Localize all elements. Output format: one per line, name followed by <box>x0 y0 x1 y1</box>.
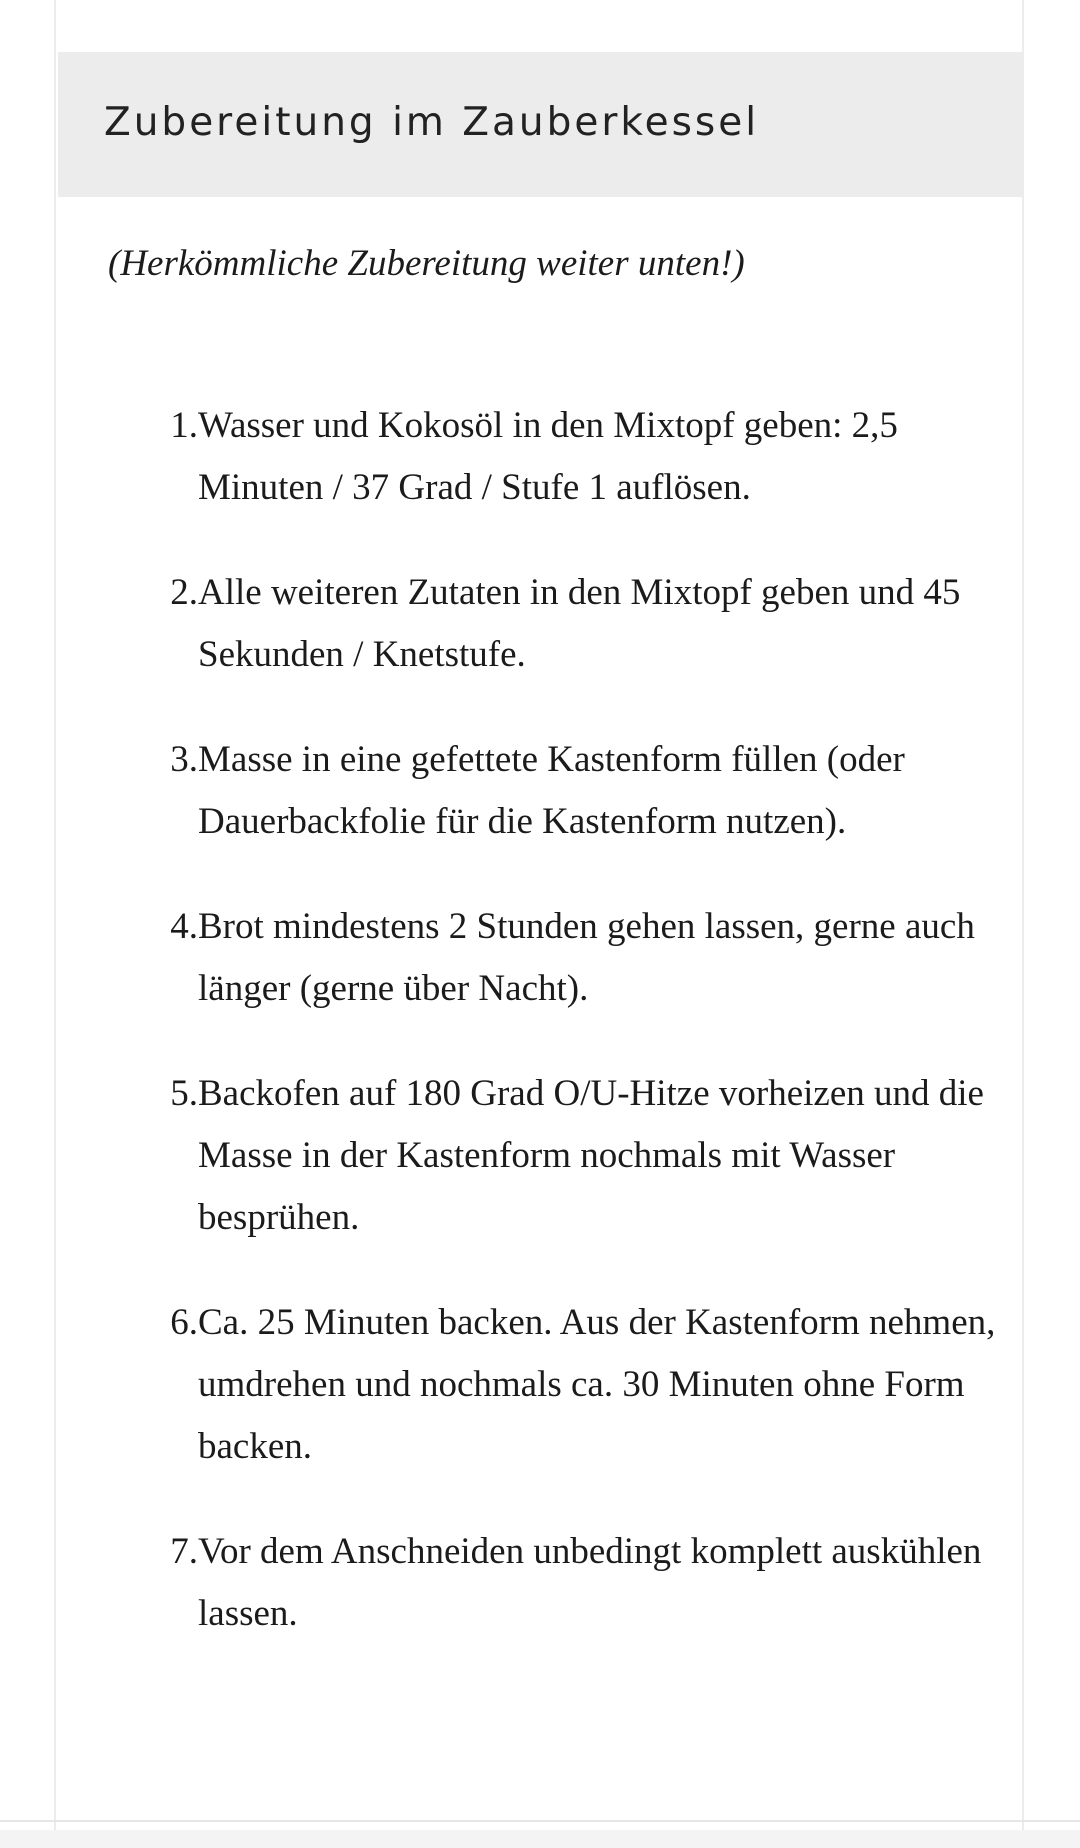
step-item <box>152 562 1022 686</box>
step-item <box>152 395 1022 519</box>
step-text: Masse in eine gefettete Kastenform füllen (oder Dauerbackfolie für die Kastenform nutzen). <box>198 739 905 842</box>
step-number: 1. <box>170 405 198 446</box>
steps-list <box>152 395 1022 1688</box>
preparation-note: (Herkömmliche Zubereitung weiter unten!) <box>108 243 745 284</box>
step-text: Alle weiteren Zutaten in den Mixtopf geben und 45 Sekunden / Knetstufe. <box>198 572 961 675</box>
step-text: Brot mindestens 2 Stunden gehen lassen, gerne auch länger (gerne über Nacht). <box>198 906 975 1009</box>
step-number: 5. <box>170 1073 198 1114</box>
step-number: 2. <box>170 572 198 613</box>
step-item <box>152 1521 1022 1645</box>
step-item <box>152 729 1022 853</box>
step-number: 4. <box>170 906 198 947</box>
recipe-card <box>54 0 1024 1848</box>
step-text: Wasser und Kokosöl in den Mixtopf geben: 2,5 Minuten / 37 Grad / Stufe 1 auflösen. <box>198 405 898 508</box>
step-item <box>152 1063 1022 1249</box>
step-item <box>152 1292 1022 1478</box>
step-item <box>152 896 1022 1020</box>
section-title: Zubereitung im Zauberkessel <box>104 100 760 145</box>
bottom-divider <box>0 1820 1080 1822</box>
section-header <box>58 52 1024 197</box>
step-text: Vor dem Anschneiden unbedingt komplett auskühlen lassen. <box>198 1531 982 1634</box>
bottom-strip <box>0 1830 1080 1848</box>
step-number: 6. <box>170 1302 198 1343</box>
step-text: Ca. 25 Minuten backen. Aus der Kastenform nehmen, umdrehen und nochmals ca. 30 Minuten ohne Form backen. <box>198 1302 996 1467</box>
step-number: 7. <box>170 1531 198 1572</box>
step-text: Backofen auf 180 Grad O/U-Hitze vorheizen und die Masse in der Kastenform nochmals mit Wasser besprühen. <box>198 1073 984 1238</box>
step-number: 3. <box>170 739 198 780</box>
